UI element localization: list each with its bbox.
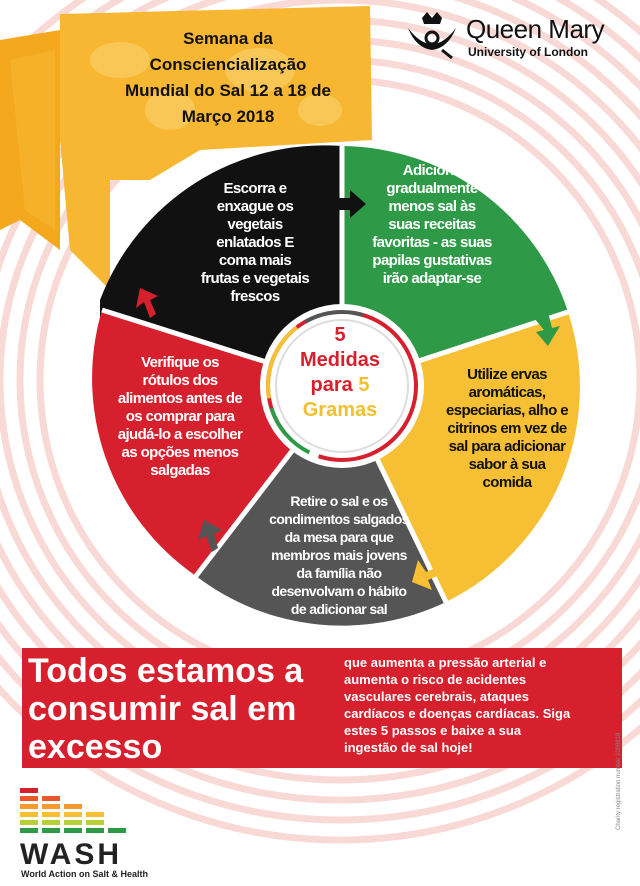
text-line: sal para adicionar	[448, 438, 566, 455]
center-number-1: 5	[334, 324, 346, 346]
wash-logo-subtitle: World Action on Salt & Health	[21, 869, 149, 879]
title-line-4: Março 2018	[181, 107, 275, 126]
body-line: vasculares cerebrais, ataques	[344, 689, 530, 704]
text-line: da mesa para que	[284, 529, 394, 545]
text-line: membros mais jovens	[271, 547, 407, 563]
text-line: suas receitas	[388, 216, 476, 233]
text-line: de adicionar sal	[290, 601, 388, 617]
segment-green-text	[352, 162, 512, 288]
text-line: enlatados E	[216, 234, 294, 251]
logo-name: Queen Mary	[466, 14, 605, 44]
center-word-medidas: Medidas	[299, 349, 381, 371]
text-line: menos sal às	[388, 198, 476, 215]
body-line: cardíacos e doenças cardíacas. Siga	[344, 706, 571, 721]
text-line: comida	[482, 474, 532, 491]
segment-black-text	[180, 180, 330, 306]
center-word-gramas: Gramas	[302, 399, 378, 421]
text-line: Retire o sal e os	[290, 493, 388, 509]
segment-red-text	[100, 354, 260, 480]
text-line: ajudá-lo a escolher	[117, 426, 243, 443]
footer-headline	[28, 652, 348, 766]
segment-grey-text	[254, 492, 424, 618]
footer-body	[344, 654, 614, 756]
body-line: ingestão de sal hoje!	[344, 740, 473, 755]
title-line-2: Consciencialização	[149, 55, 307, 74]
text-line: alimentos antes de	[117, 390, 243, 407]
text-line: vegetais	[227, 216, 283, 233]
text-line: aromáticas,	[468, 384, 546, 401]
body-line: aumenta o risco de acidentes	[344, 672, 527, 687]
text-line: rótulos dos	[142, 372, 218, 389]
text-line: salgadas	[150, 462, 210, 479]
body-line: que aumenta a pressão arterial e	[344, 655, 547, 670]
text-line: Escorra e	[223, 180, 287, 197]
charity-number: Charity registration number 1098818	[616, 732, 622, 830]
text-line: frescos	[230, 288, 280, 305]
text-line: coma mais	[218, 252, 292, 269]
center-label	[280, 323, 400, 423]
text-line: da família não	[296, 565, 382, 581]
headline-line: Todos estamos a	[28, 652, 304, 690]
text-line: papilas gustativas	[372, 252, 492, 269]
text-line: desenvolvam o hábito	[271, 583, 407, 599]
segment-yellow-text	[432, 366, 582, 492]
title-line-3: Mundial do Sal 12 a 18 de	[125, 81, 331, 100]
title-line-1: Semana da	[183, 29, 273, 48]
text-line: sabor à sua	[468, 456, 546, 473]
text-line: Adicione	[402, 162, 462, 179]
text-line: gradualmente	[386, 180, 478, 197]
text-line: as opções menos	[121, 444, 239, 461]
wash-bars-icon	[20, 788, 130, 836]
wash-logo-word: WASH	[20, 838, 122, 871]
headline-line: consumir sal em	[28, 690, 297, 728]
headline-line: excesso	[28, 728, 163, 766]
text-line: Utilize ervas	[467, 366, 547, 383]
center-word-para: para	[310, 374, 353, 396]
text-line: Verifique os	[141, 354, 219, 371]
text-line: condimentos salgados	[269, 511, 409, 527]
text-line: favoritas - as suas	[372, 234, 492, 251]
center-number-2: 5	[358, 374, 370, 396]
text-line: especiarias, alho e	[445, 402, 568, 419]
body-line: estes 5 passos e baixe a sua	[344, 723, 522, 738]
text-line: citrinos em vez de	[447, 420, 567, 437]
logo-subtitle: University of London	[468, 45, 588, 59]
text-line: enxague os	[216, 198, 294, 215]
text-line: os comprar para	[125, 408, 235, 425]
text-line: frutas e vegetais	[200, 270, 310, 287]
text-line: irão adaptar-se	[382, 270, 482, 287]
